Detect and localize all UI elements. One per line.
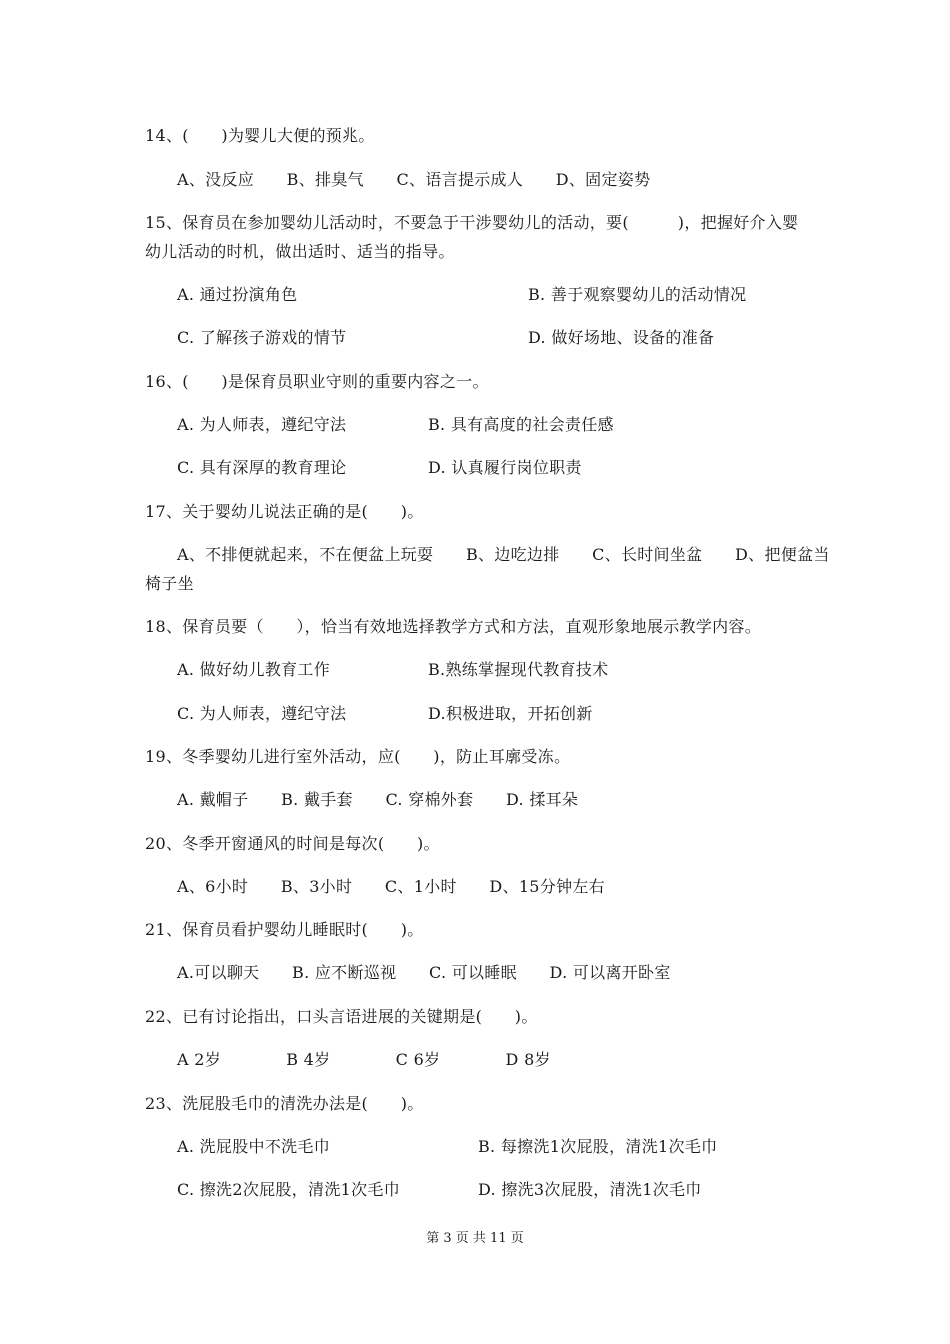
question-17-stem: 17、关于婴幼儿说法正确的是( )。 bbox=[145, 502, 424, 521]
question-20-stem: 20、冬季开窗通风的时间是每次( )。 bbox=[145, 834, 440, 853]
question-14-stem: 14、( )为婴儿大便的预兆。 bbox=[145, 126, 375, 145]
question-19-stem: 19、冬季婴幼儿进行室外活动，应( )，防止耳廓受冻。 bbox=[145, 747, 571, 766]
question-16-option-c: C. 具有深厚的教育理论 bbox=[177, 458, 347, 477]
question-23-stem: 23、洗屁股毛巾的清洗办法是( )。 bbox=[145, 1094, 424, 1113]
page-number-footer: 第 3 页 共 11 页 bbox=[426, 1231, 524, 1246]
question-15-stem-line1: 15、保育员在参加婴幼儿活动时，不要急于干涉婴幼儿的活动，要( )，把握好介入婴 bbox=[145, 213, 799, 232]
question-23-option-c: C. 擦洗2次屁股，清洗1次毛巾 bbox=[177, 1180, 401, 1199]
question-16-option-a: A. 为人师表，遵纪守法 bbox=[177, 415, 347, 434]
question-16-option-b: B. 具有高度的社会责任感 bbox=[428, 415, 614, 434]
question-23-option-b: B. 每擦洗1次屁股，清洗1次毛巾 bbox=[478, 1137, 718, 1156]
question-15-option-d: D. 做好场地、设备的准备 bbox=[528, 328, 715, 347]
question-19-options: A. 戴帽子 B. 戴手套 C. 穿棉外套 D. 揉耳朵 bbox=[177, 790, 579, 809]
question-17-options-line2: 椅子坐 bbox=[145, 574, 194, 593]
question-21-stem: 21、保育员看护婴幼儿睡眠时( )。 bbox=[145, 920, 424, 939]
question-23-option-a: A. 洗屁股中不洗毛巾 bbox=[177, 1137, 331, 1156]
question-14-options: A、没反应 B、排臭气 C、语言提示成人 D、固定姿势 bbox=[177, 170, 651, 189]
question-23-option-d: D. 擦洗3次屁股，清洗1次毛巾 bbox=[478, 1180, 702, 1199]
question-16-option-d: D. 认真履行岗位职责 bbox=[428, 458, 582, 477]
question-15-option-c: C. 了解孩子游戏的情节 bbox=[177, 328, 347, 347]
question-22-options: A 2岁 B 4岁 C 6岁 D 8岁 bbox=[177, 1050, 551, 1069]
question-15-option-b: B. 善于观察婴幼儿的活动情况 bbox=[528, 285, 747, 304]
question-21-options: A.可以聊天 B. 应不断巡视 C. 可以睡眠 D. 可以离开卧室 bbox=[177, 963, 671, 982]
question-18-option-b: B.熟练掌握现代教育技术 bbox=[428, 660, 609, 679]
question-22-stem: 22、已有讨论指出，口头言语进展的关键期是( )。 bbox=[145, 1007, 538, 1026]
question-17-options-line1: A、不排便就起来，不在便盆上玩耍 B、边吃边排 C、长时间坐盆 D、把便盆当 bbox=[177, 545, 830, 564]
question-18-option-d: D.积极进取，开拓创新 bbox=[428, 704, 593, 723]
question-18-stem: 18、保育员要（ ），恰当有效地选择教学方式和方法，直观形象地展示教学内容。 bbox=[145, 617, 762, 636]
question-16-stem: 16、( )是保育员职业守则的重要内容之一。 bbox=[145, 372, 489, 391]
question-18-option-c: C. 为人师表，遵纪守法 bbox=[177, 704, 347, 723]
question-15-option-a: A. 通过扮演角色 bbox=[177, 285, 298, 304]
question-20-options: A、6小时 B、3小时 C、1小时 D、15分钟左右 bbox=[177, 877, 605, 896]
question-18-option-a: A. 做好幼儿教育工作 bbox=[177, 660, 331, 679]
question-15-stem-line2: 幼儿活动的时机，做出适时、适当的指导。 bbox=[145, 242, 455, 261]
